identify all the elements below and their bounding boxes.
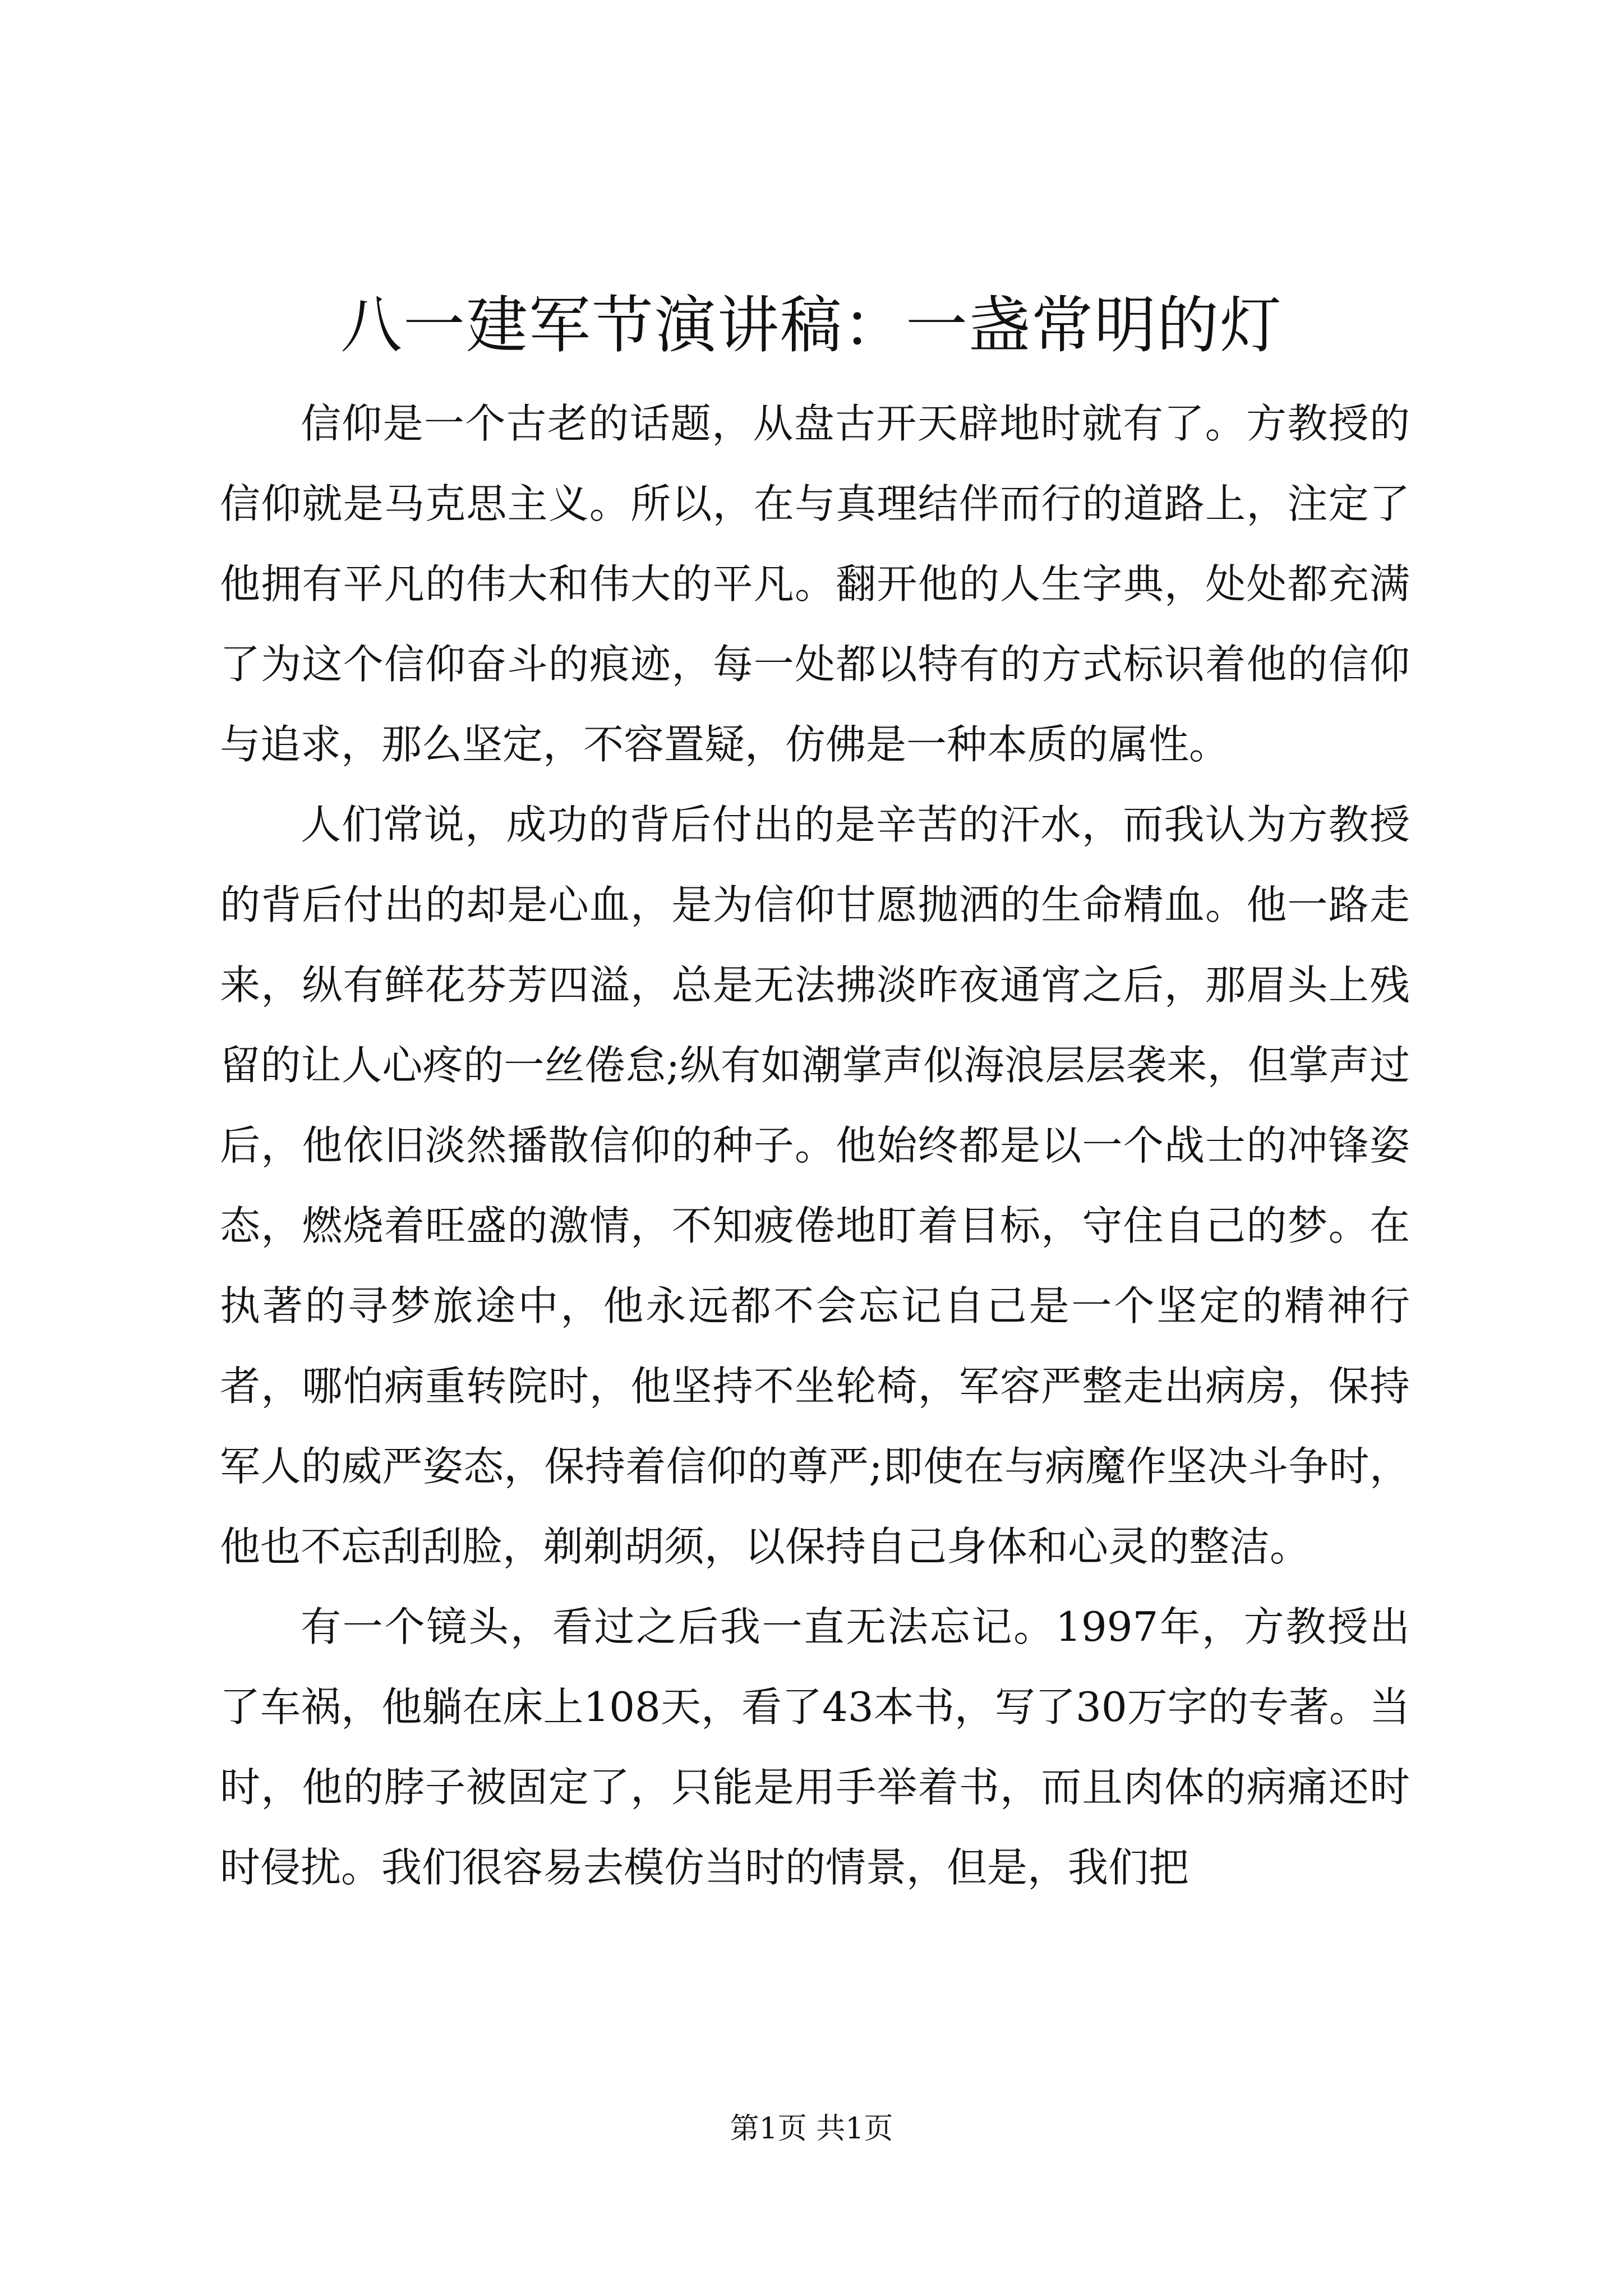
paragraph-1: 信仰是一个古老的话题，从盘古开天辟地时就有了。方教授的信仰就是马克思主义。所以，在与真理结伴而行的道路上，注定了他拥有平凡的伟大和伟大的平凡。翻开他的人生字典，处处都充满了为这个信仰奋斗的痕迹，每一处都以特有的方式标识着他的信仰与追求，那么坚定，不容置疑，仿佛是一种本质的属性。 bbox=[220, 400, 1410, 768]
document-body bbox=[220, 384, 1410, 1908]
paragraph-2: 人们常说，成功的背后付出的是辛苦的汗水，而我认为方教授的背后付出的却是心血，是为信仰甘愿抛洒的生命精血。他一路走来，纵有鲜花芬芳四溢，总是无法拂淡昨夜通宵之后，那眉头上残留的让人心疼的一丝倦怠;纵有如潮掌声似海浪层层袭来，但掌声过后，他依旧淡然播散信仰的种子。他始终都是以一个战士的冲锋姿态，燃烧着旺盛的激情，不知疲倦地盯着目标，守住自己的梦。在执著的寻梦旅途中，他永远都不会忘记自己是一个坚定的精神行者，哪怕病重转院时，他坚持不坐轮椅，军容严整走出病房，保持军人的威严姿态，保持着信仰的尊严;即使在与病魔作坚决斗争时，他也不忘刮刮脸，剃剃胡须，以保持自己身体和心灵的整洁。 bbox=[220, 801, 1410, 1570]
paragraph-3: 有一个镜头，看过之后我一直无法忘记。1997年，方教授出了车祸，他躺在床上108天，看了43本书，写了30万字的专著。当时，他的脖子被固定了，只能是用手举着书，而且肉体的病痛还时时侵扰。我们很容易去模仿当时的情景，但是，我们把 bbox=[220, 1603, 1410, 1891]
document-title: 八一建军节演讲稿：一盏常明的灯 bbox=[340, 289, 1283, 361]
page-footer: 第1页 共1页 bbox=[730, 2112, 893, 2146]
